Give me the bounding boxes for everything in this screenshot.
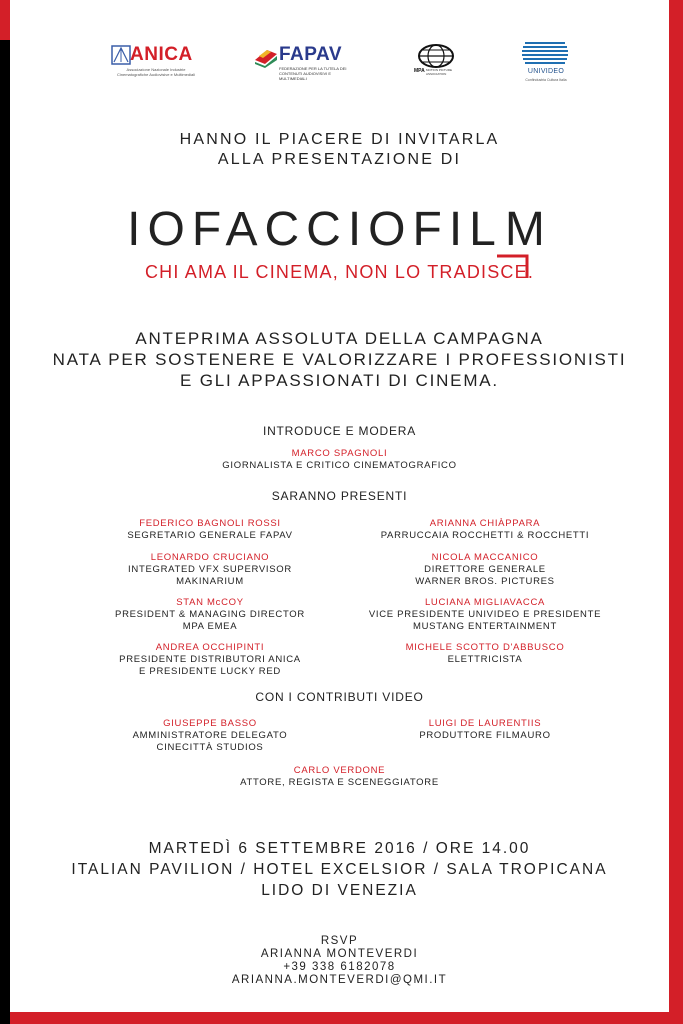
univideo-logo [518,38,574,94]
speaker-name: STAN McCOY [176,597,244,608]
left-black-bar [0,40,10,1024]
rsvp-email[interactable]: ARIANNA.MONTEVERDI@QMI.IT [231,974,448,986]
anica-logo [108,38,200,94]
speaker-name: LEONARDO CRUCIANO [150,552,270,563]
rsvp-phone: +39 338 6182078 [283,961,396,973]
campaign-headline [10,328,669,391]
headline-line-3: E GLI APPASSIONATI DI CINEMA. [180,371,499,390]
speaker-role: MAKINARIUM [176,576,244,587]
video-contributor-card [365,718,605,742]
speaker-role: PRESIDENTE DISTRIBUTORI ANICA [119,654,301,665]
moderator-name: MARCO SPAGNOLI [291,448,388,459]
event-location: LIDO DI VENEZIA [261,882,418,899]
speaker-role: PARRUCCAIA ROCCHETTI & ROCCHETTI [380,530,590,541]
univideo-wordmark: UNIVIDEO [527,68,565,75]
univideo-subtitle: Confindustria Cultura Italia [525,78,567,82]
campaign-tagline: CHI AMA IL CINEMA, NON LO TRADISCE. [144,262,535,282]
mpa-wordmark: MPA [414,68,425,74]
speaker-name: LUCIANA MIGLIAVACCA [424,597,546,608]
speaker-role: SEGRETARIO GENERALE FAPAV [127,530,293,541]
speaker-role: WARNER BROS. PICTURES [415,576,555,587]
anica-wordmark: ANICA [130,44,193,65]
invitation-intro [10,130,669,170]
speaker-role: PRESIDENT & MANAGING DIRECTOR [115,609,305,620]
moderator-role: GIORNALISTA E CRITICO CINEMATOGRAFICO [222,460,457,471]
contributor-name: CARLO VERDONE [293,765,386,776]
campaign-wordmark [10,200,669,260]
wordmark-text-main: IOFACCIOFIL [127,203,503,256]
contributor-role: CINECITTÀ STUDIOS [156,742,264,753]
speaker-card [90,597,330,633]
moderator-heading: INTRODUCE E MODERA [262,424,417,438]
speaker-role: E PRESIDENTE LUCKY RED [139,666,281,677]
speaker-role: ELETTRICISTA [447,654,523,665]
speaker-role: MUSTANG ENTERTAINMENT [412,621,557,632]
headline-line-1: ANTEPRIMA ASSOLUTA DELLA CAMPAGNA [135,329,544,348]
fapav-subtitle: FEDERAZIONE PER LA TUTELA DEI CONTENUTI AUDIOVISIVI E MULTIMEDIALI [279,66,347,81]
rsvp-block [10,935,669,987]
speaker-role: MPA EMEA [182,621,238,632]
speaker-name: MICHELE SCOTTO D'ABBUSCO [405,642,565,653]
fapav-logo [253,38,357,94]
speaker-card [90,518,330,542]
speaker-card [365,597,605,633]
speaker-card [90,552,330,588]
rsvp-label: RSVP [320,935,359,947]
present-heading: SARANNO PRESENTI [271,489,408,503]
speaker-card [365,518,605,542]
contributor-name: GIUSEPPE BASSO [163,718,257,729]
fapav-emblem-icon [253,46,279,68]
contributor-role: AMMINISTRATORE DELEGATO [132,730,288,741]
mpa-subtitle: MOTION PICTURE ASSOCIATION [426,68,452,76]
video-contributor-card [10,765,669,789]
anica-subtitle: Associazione Nazionale Industrie Cinematografiche Audiovisive e Multimediali [116,67,196,77]
logos-row [10,38,669,94]
speaker-card [90,642,330,678]
event-details [10,838,669,901]
fapav-wordmark: FAPAV [279,44,343,65]
contributor-name: LUIGI DE LAURENTIIS [428,718,542,729]
invitation-line-1: HANNO IL PIACERE DI INVITARLA [179,131,500,148]
headline-line-2: NATA PER SOSTENERE E VALORIZZARE I PROFESSIONISTI [52,350,627,369]
speaker-role: INTEGRATED VFX SUPERVISOR [128,564,292,575]
video-contributor-card [90,718,330,754]
mpa-logo [412,38,468,94]
speaker-name: ARIANNA CHIÀPPARA [429,518,541,529]
event-venue: ITALIAN PAVILION / HOTEL EXCELSIOR / SALA TROPICANA [71,861,608,878]
invitation-line-2: ALLA PRESENTAZIONE DI [217,151,462,168]
speaker-name: ANDREA OCCHIPINTI [155,642,265,653]
speaker-role: VICE PRESIDENTE UNIVIDEO E PRESIDENTE [368,609,602,620]
speaker-name: NICOLA MACCANICO [431,552,539,563]
univideo-stripes-icon [521,41,571,67]
speaker-role: DIRETTORE GENERALE [424,564,546,575]
invitation-card [10,0,669,1012]
speaker-card [365,552,605,588]
speaker-name: FEDERICO BAGNOLI ROSSI [139,518,281,529]
contributor-role: PRODUTTORE FILMAURO [419,730,551,741]
rsvp-name: ARIANNA MONTEVERDI [260,948,419,960]
event-date-time: MARTEDÌ 6 SETTEMBRE 2016 / ORE 14.00 [148,840,531,857]
video-heading: CON I CONTRIBUTI VIDEO [255,690,424,704]
speaker-card [365,642,605,666]
wordmark-text-end: M [504,203,552,256]
contributor-role: ATTORE, REGISTA E SCENEGGIATORE [240,777,439,788]
